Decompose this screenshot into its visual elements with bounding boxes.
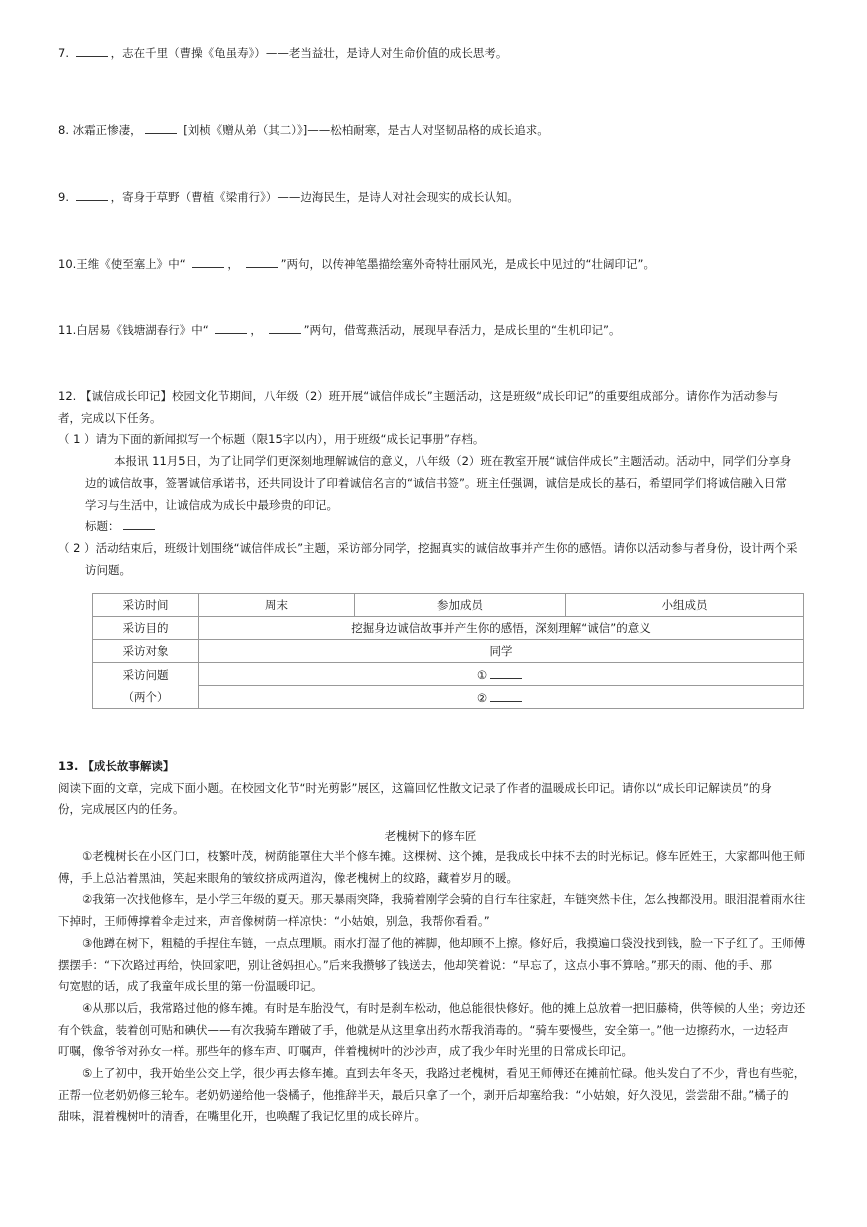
paragraph-line: ①老槐树长在小区门口，枝繁叶茂，树荫能罩住大半个修车摊。这棵树、这个摊，是我成长中抹不去的时光标记。修车匠姓王，大家都叫他王师 [82,849,806,863]
question-text: [刘桢《赠从弟（其二）》]——松柏耐寒，是古人对坚韧品格的成长追求。 [183,123,549,137]
question-text: 份，完成展区内的任务。 [58,802,185,817]
paragraph-line: ②我第一次找他修车，是小学三年级的夏天。那天暴雨突降，我骑着刚学会骑的自行车往家赶，车链突然卡住，怎么拽都没用。眼泪混着雨水往 [82,892,806,907]
answer-blank[interactable] [215,322,247,334]
table-cell: 同学 [199,640,804,663]
question-marker: ① [476,667,488,682]
paragraph-line: ⑤上了初中，我开始坐公交上学，很少再去修车摊。直到去年冬天，我路过老槐树，看见王师傅还在摊前忙碌。他头发白了不少，背也有些驼， [82,1066,806,1081]
question-text: 王维《使至塞上》中“ [76,257,186,271]
answer-blank[interactable] [192,256,224,268]
title-answer-line [58,516,803,538]
paragraph-line: 摆摆手：“下次路过再给，快回家吧，别让爸妈担心。”后来我攒够了钱送去，他却笑着说：“早忘了，这点小事不算啥。”那天的雨、他的手、那 [58,957,772,972]
answer-blank[interactable] [490,690,522,702]
question-number: 10. [58,257,77,271]
question-text: ， [250,323,262,337]
answer-blank[interactable] [76,45,108,57]
question-9 [58,189,519,205]
subquestion-2: （ 2 ）活动结束后，班级计划围绕“诚信伴成长”主题，采访部分同学，挖掘真实的诚信故事并产生你的感悟。请你以活动参与者身份，设计两个采 [58,540,798,555]
table-row [93,594,804,617]
paragraph-line: 下掉时，王师傅撑着伞走过来，声音像树荫一样凉快：“小姑娘，别急，我帮你看看。” [58,914,490,929]
paragraph-line: 傅，手上总沾着黑油，笑起来眼角的皱纹挤成两道沟，像老槐树上的纹路，藏着岁月的暖。 [58,870,518,885]
table-cell: 挖掘身边诚信故事并产生你的感悟，深刻理解“诚信”的意义 [199,617,804,640]
paragraph-line: 正帮一位老奶奶修三轮车。老奶奶递给他一袋橘子，他推辞半天，最后只拿了一个，剥开后却塞给我：“小姑娘，好久没见，尝尝甜不甜。”橘子的 [58,1087,789,1102]
section-heading: 13. 【成长故事解读】 [58,759,175,773]
table-cell: 参加成员 [355,594,566,617]
table-row [93,617,804,640]
question-number: 8. [58,123,69,137]
question-8 [58,122,549,138]
question-text: 12. 【诚信成长印记】校园文化节期间，八年级（2）班开展“诚信伴成长”主题活动，这是班级“成长印记”的重要组成部分。请你作为活动参与 [58,389,779,403]
question-text: ，志在千里（曹操《龟虽寿》）——老当益壮，是诗人对生命价值的成长思考。 [110,46,508,60]
paragraph-line: ④从那以后，我常路过他的修车摊。有时是车胎没气，有时是刹车松动，他总能很快修好。他的摊上总放着一把旧藤椅，供等候的人坐；旁边还 [82,1000,806,1015]
question-text: ，寄身于草野（曹植《梁甫行》）——边海民生，是诗人对社会现实的成长认知。 [110,190,519,204]
article-body [58,846,806,1128]
answer-blank[interactable] [246,256,278,268]
question-text: 白居易《钱塘湖春行》中“ [76,323,209,337]
question-text: ， [227,257,239,271]
question-text: 冰霜正惨凄， [72,123,142,137]
answer-blank[interactable] [76,189,108,201]
table-cell [93,663,199,709]
question-label: 采访问题 [122,667,169,682]
question-number: 11. [58,323,77,337]
question-text: ”两句，以传神笔墨描绘塞外奇特壮丽风光，是成长中见过的“壮阔印记”。 [280,257,655,271]
title-label: 标题： [85,519,120,534]
subquestion-1: （ 1 ）请为下面的新闻拟写一个标题（限15字以内），用于班级“成长记事册”存档。 [58,432,485,447]
question-10 [58,256,655,272]
question-number: 7. [58,46,69,60]
interview-table [92,593,804,709]
table-row [93,663,804,686]
question-12 [58,386,803,581]
subquestion-2-cont: 访问题。 [85,562,131,577]
table-cell: 采访目的 [93,617,199,640]
news-text: 学习与生活中，让诚信成为成长中最珍贵的印记。 [85,497,338,512]
article-title: 老槐树下的修车匠 [384,829,477,843]
table-cell: 采访时间 [93,594,199,617]
table-cell [199,686,804,709]
question-11 [58,322,620,338]
table-cell: 周末 [199,594,355,617]
news-text: 本报讯 11月5日，为了让同学们更深刻地理解诚信的意义，八年级（2）班在教室开展“诚信伴成长”主题活动。活动中，同学们分享身 [114,454,792,469]
answer-blank[interactable] [145,122,177,134]
answer-blank[interactable] [269,322,301,334]
paragraph-line: 甜味，混着槐树叶的清香，在嘴里化开，也唤醒了我记忆里的成长碎片。 [58,1109,426,1124]
table-cell [199,663,804,686]
question-7 [58,45,507,61]
paragraph-line: 句宽慰的话，成了我童年成长里的第一份温暖印记。 [58,979,323,994]
paragraph-line: 有个铁盒，装着创可贴和碘伏——有次我骑车蹭破了手，他就是从这里拿出药水帮我消毒的。“骑车要慢些，安全第一。”他一边擦药水，一边轻声 [58,1022,789,1037]
question-text: 者，完成以下任务。 [58,410,162,425]
answer-blank[interactable] [490,667,522,679]
table-cell: 采访对象 [93,640,199,663]
table-cell: 小组成员 [566,594,804,617]
answer-blank[interactable] [123,518,155,530]
question-text: ”两句，借莺燕活动，展现早春活力，是成长里的“生机印记”。 [303,323,621,337]
news-text: 边的诚信故事，签署诚信承诺书，还共同设计了印着诚信名言的“诚信书签”。班主任强调，诚信是成长的基石，希望同学们将诚信融入日常 [85,475,787,490]
paragraph-line: ③他蹲在树下，粗糙的手捏住车链，一点点理顺。雨水打湿了他的裤脚，他却顾不上擦。修好后，我摸遍口袋没找到钱，脸一下子红了。王师傅 [82,935,806,950]
table-row [93,640,804,663]
question-13 [58,756,803,821]
paragraph-line: 叮嘱，像爷爷对孙女一样。那些年的修车声、叮嘱声，伴着槐树叶的沙沙声，成了我少年时光里的日常成长印记。 [58,1044,633,1059]
question-label: （两个） [122,689,169,704]
question-marker: ② [476,690,488,705]
table-row [93,686,804,709]
question-text: 阅读下面的文章，完成下面小题。在校园文化节“时光剪影”展区，这篇回忆性散文记录了作者的温暖成长印记。请你以“成长印记解读员”的身 [58,780,772,795]
question-number: 9. [58,190,69,204]
